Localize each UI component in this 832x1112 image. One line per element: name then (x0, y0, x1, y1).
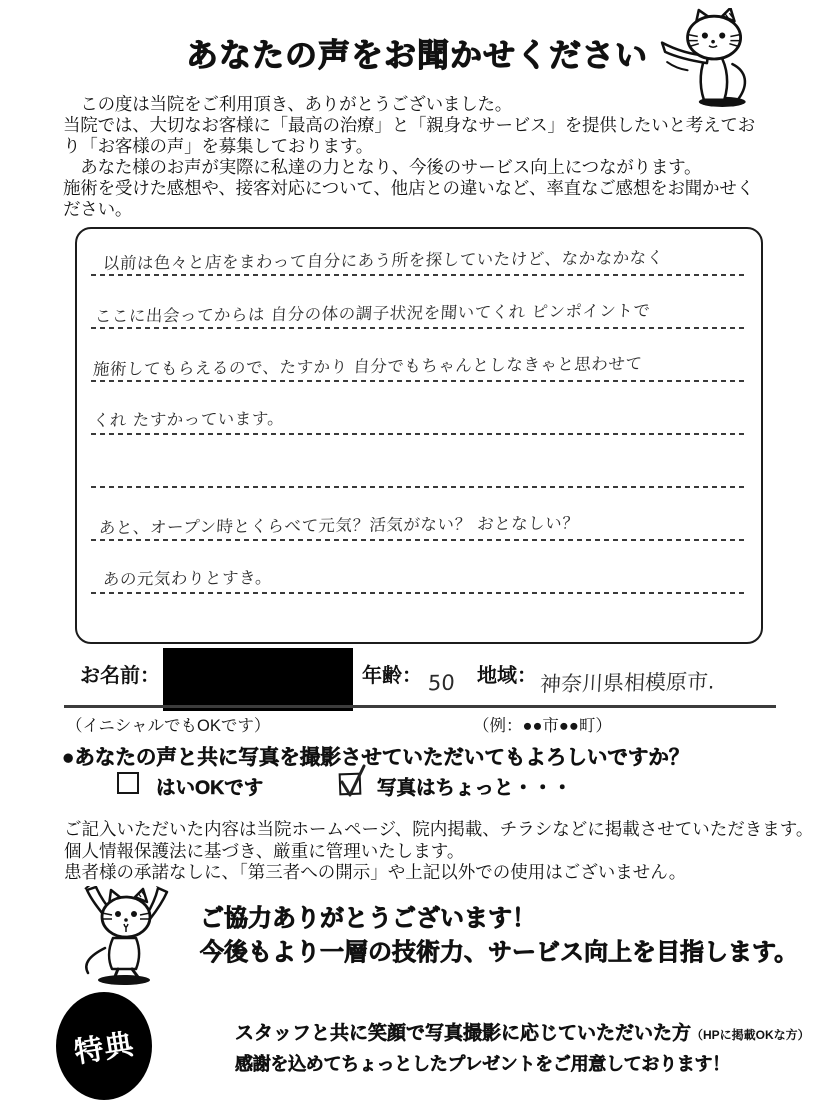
privacy-line: ご記入いただいた内容は当院ホームページ、院内掲載、チラシなどに掲載させていただきます。 (64, 819, 814, 839)
thanks-line2: 今後もより一層の技術力、サービス向上を目指します。 (200, 939, 799, 966)
age-label: 年齢： (362, 665, 422, 687)
handwritten-comment: あと、オープン時とくらべて元気？活気がない？ おとなしい？ (98, 513, 580, 538)
ruled-line (91, 433, 747, 435)
bonus-line1 (235, 1018, 810, 1045)
name-hint: （イニシャルでもOKです） (66, 717, 271, 735)
intro-line: あなた様のお声が実際に私達の力となり、今後のサービス向上につながります。 (63, 157, 702, 177)
handwritten-comment: 以前は色々と店をまわって自分にあう所を探していたけど、なかなかなく (102, 248, 665, 273)
intro-line: 施術を受けた感想や、接客対応について、他店との違いなど、率直なご感想をお聞かせく (63, 178, 754, 198)
region-field[interactable]: 神奈川県相模原市. (539, 669, 716, 697)
privacy-line: 個人情報保護法に基づき、厳重に管理いたします。 (64, 840, 465, 861)
page-title: あなたの声をお聞かせください (186, 37, 649, 73)
age-field[interactable]: 50 (427, 670, 456, 696)
region-label: 地域： (477, 665, 537, 687)
ruled-line (91, 539, 747, 541)
name-redaction-box[interactable] (163, 648, 353, 711)
bonus-badge (56, 992, 152, 1100)
photo-permission-question: ●あなたの声と共に写真を撮影させていただいてもよろしいですか？ (62, 746, 690, 769)
intro-text (63, 94, 755, 220)
jumping-cat-icon (56, 886, 194, 991)
form-underline (64, 705, 776, 708)
handwritten-comment: ここに出会ってからは 自分の体の調子状況を聞いてくれ ピンポイントで (94, 301, 651, 326)
ruled-line (91, 327, 747, 329)
ruled-line (91, 486, 747, 488)
checkbox-photo-ok-label[interactable]: はいOKです (156, 777, 264, 799)
intro-line: 当院では、大切なお客様に「最高の治療」と「親身なサービス」を提供したいと考えてお (63, 115, 755, 135)
privacy-notice (64, 819, 813, 884)
ruled-line (91, 592, 747, 594)
ruled-line (91, 274, 747, 276)
ruled-line (91, 380, 747, 382)
thanks-line1: ご協力ありがとうございます！ (200, 905, 536, 932)
bonus-line1-note: （HPに掲載OKな方） (691, 1028, 810, 1042)
handwritten-comment: 施術してもらえるので、たすかり 自分でもちゃんとしなきゃと思わせて (92, 354, 643, 379)
bonus-line2: 感謝を込めてちょっとしたプレゼントをご用意しております！ (235, 1054, 730, 1074)
handwritten-comment: くれ たすかっています。 (92, 408, 285, 431)
handwritten-comment: あの元気わりとすき。 (102, 568, 273, 589)
checkbox-photo-ok[interactable] (117, 772, 139, 794)
intro-line: ださい。 (63, 199, 133, 219)
bonus-badge-label: 特典 (72, 1027, 137, 1069)
intro-line: この度は当院をご利用頂き、ありがとうございました。 (63, 94, 513, 114)
checkbox-photo-no-label[interactable]: 写真はちょっと・・・ (377, 777, 573, 799)
region-hint: （例：●●市●●町） (473, 717, 612, 735)
intro-line: り「お客様の声」を募集しております。 (63, 136, 373, 156)
bonus-line1-text: スタッフと共に笑顔で写真撮影に応じていただいた方 (235, 1023, 692, 1044)
feedback-writein-area[interactable] (75, 227, 763, 644)
check-mark-icon (335, 760, 369, 805)
privacy-line: 患者様の承諾なしに、「第三者への開示」や上記以外での使用はございません。 (64, 862, 687, 882)
name-label: お名前： (80, 665, 160, 687)
